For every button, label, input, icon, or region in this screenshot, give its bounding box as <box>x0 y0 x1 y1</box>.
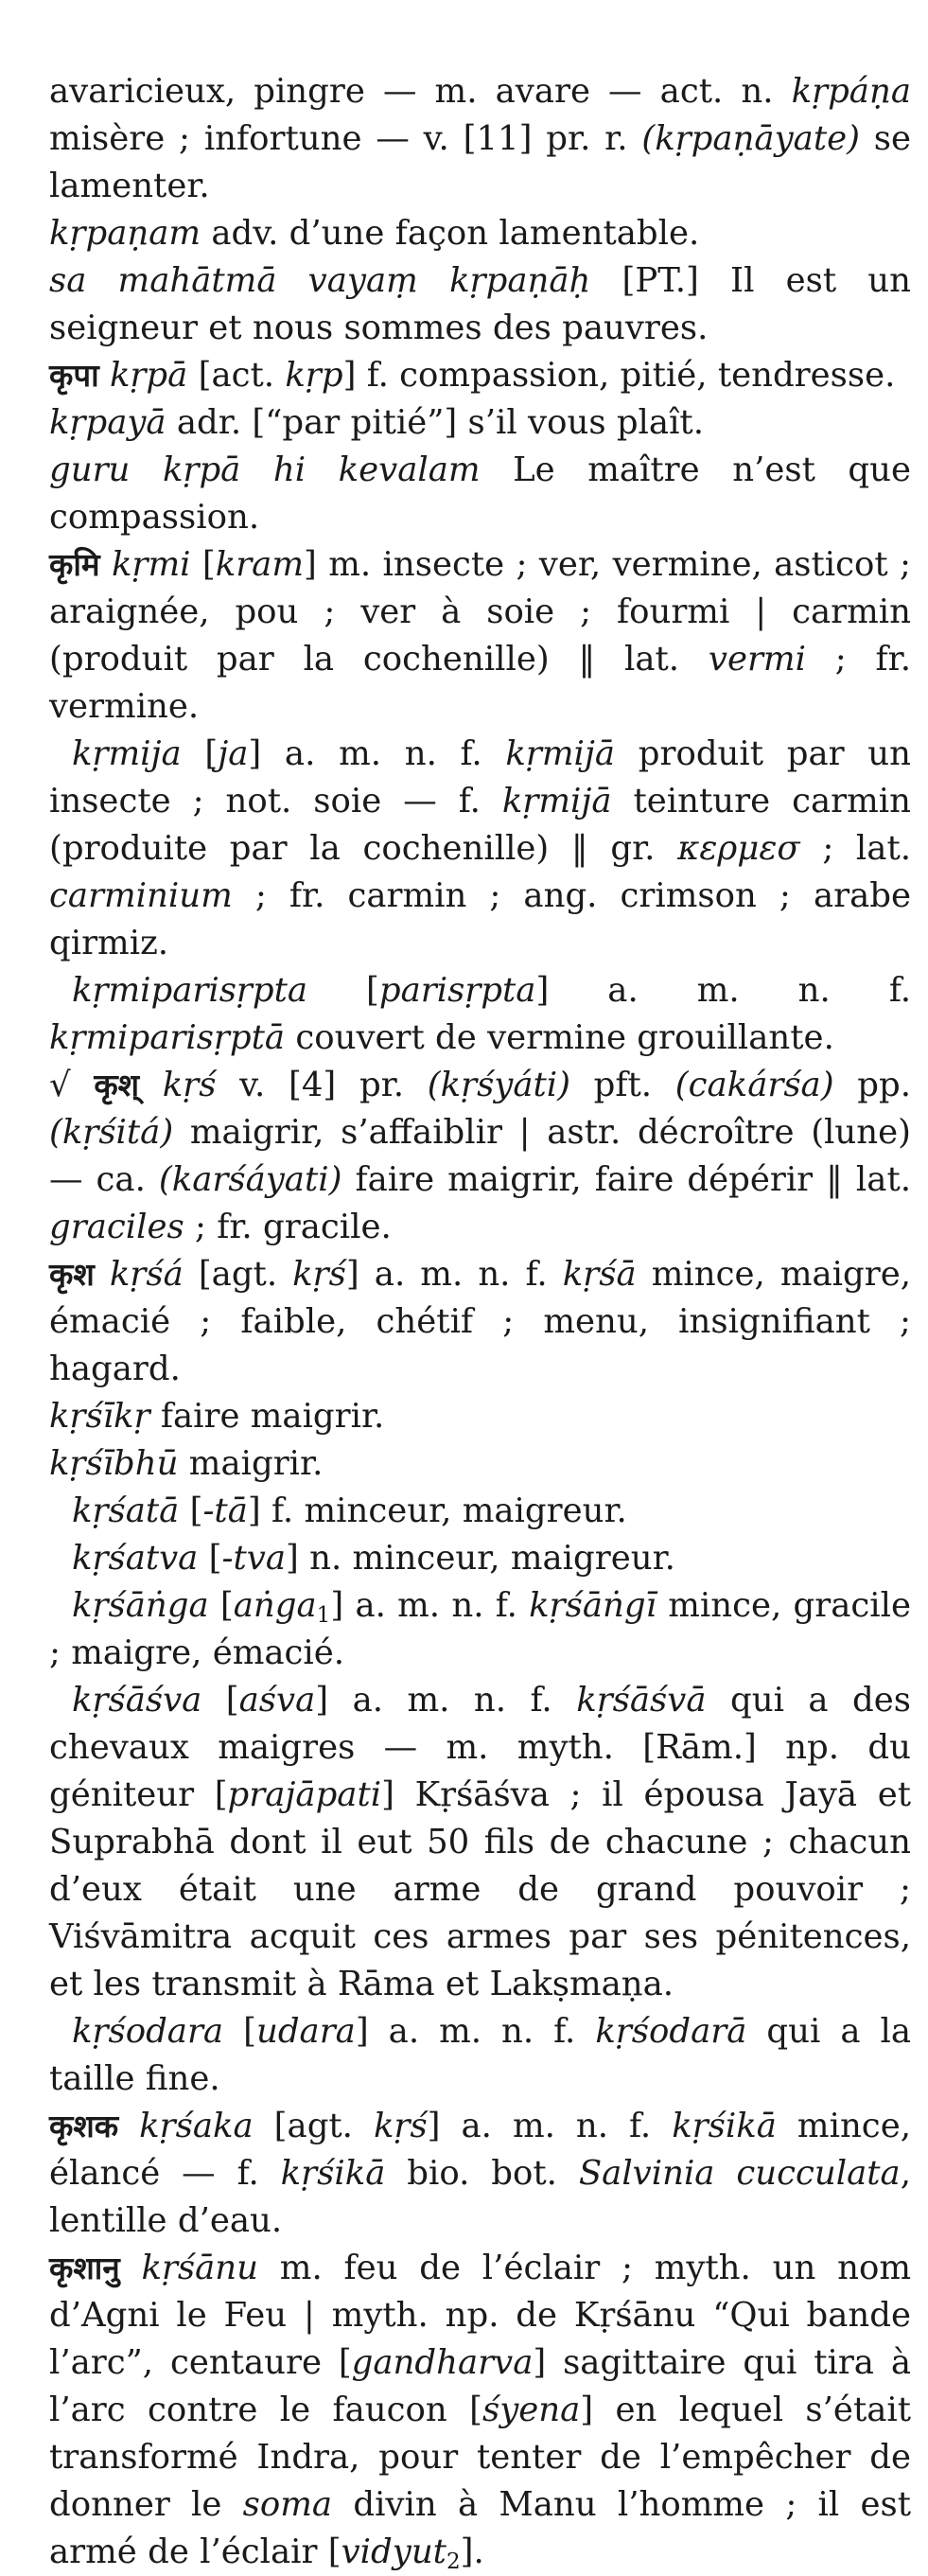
entry-text: ] m. insecte ; ver, vermine, asticot ; araignée, pou ; ver à soie ; fourmi | carmin (produit par la cochenille) ‖ lat. <box>49 545 911 679</box>
italic-term: (cakárśa) <box>674 1066 834 1104</box>
entry-text <box>120 2249 142 2287</box>
entry-text: qui a la taille fine. <box>49 2012 911 2098</box>
entry-text: faire maigrir. <box>149 1397 385 1436</box>
entry-text <box>95 1255 110 1294</box>
dictionary-entry <box>49 352 911 399</box>
italic-term: kṛśikā <box>280 2154 386 2193</box>
dictionary-entry <box>49 1677 911 2008</box>
entry-text: mince, gracile ; maigre, émacié. <box>49 1586 911 1672</box>
italic-term: kṛśaka <box>139 2107 254 2145</box>
dictionary-entry <box>49 257 911 352</box>
italic-term: kṛśāṅga <box>72 1586 209 1625</box>
devanagari-headword: कृशक <box>49 2108 119 2144</box>
dictionary-entry <box>49 399 911 447</box>
entry-text: √ <box>49 1066 71 1104</box>
entry-text: ] en lequel s’était transformé Indra, pour tenter de l’empêcher de donner le <box>49 2391 911 2524</box>
italic-term: kṛśāśva <box>72 1681 202 1720</box>
italic-term: kṛśodara <box>72 2012 224 2051</box>
entry-text <box>100 545 112 584</box>
italic-term: carminium <box>49 876 233 915</box>
entry-text: divin à Manu l’homme ; il est armé de l’éclair [ <box>49 2485 911 2571</box>
entry-text: ] Kṛśāśva ; il épousa Jayā et Suprabhā dont il eut 50 fils de chacune ; chacun d’eux était une arme de grand pouvoir ; Viśvāmitra acquit ces armes par ses pénitences, et les transmit à Rāma et Lakṣmaṇa. <box>49 1775 911 2003</box>
devanagari-headword: कृश् <box>94 1067 140 1103</box>
entry-text: ; fr. vermine. <box>49 640 911 726</box>
entry-text: mince, élancé — f. <box>49 2107 911 2193</box>
italic-term: kṛśāṅgī <box>529 1586 657 1625</box>
devanagari-headword: कृपा <box>49 357 99 394</box>
dictionary-entry <box>49 1251 911 1393</box>
italic-term: aśva <box>238 1681 316 1720</box>
dictionary-entry <box>49 210 911 257</box>
dictionary-entry <box>49 1393 911 1440</box>
entry-text: pft. <box>569 1066 675 1104</box>
entry-text: ] a. m. n. f. <box>427 2107 673 2145</box>
dictionary-entry <box>49 2245 911 2576</box>
entry-text <box>71 1066 95 1104</box>
entry-text: , lentille d’eau. <box>49 2154 911 2240</box>
dictionary-entry <box>49 731 911 967</box>
italic-term: (kṛśitá) <box>49 1113 174 1152</box>
italic-term: kṛśībhū <box>49 1444 179 1483</box>
entry-text: couvert de vermine grouillante. <box>285 1018 834 1057</box>
entry-text: se lamenter. <box>49 119 911 205</box>
entry-text: ; lat. <box>799 829 912 868</box>
italic-term: kṛmiparisṛpta <box>72 971 308 1010</box>
entry-text: teinture carmin (produite par la cochenille) ‖ gr. <box>49 782 911 868</box>
entry-text: m. feu de l’éclair ; myth. un nom d’Agni le Feu | myth. np. de Kṛśānu “Qui bande l’arc”, centaure [ <box>49 2249 911 2382</box>
italic-term: (kṛpaṇāyate) <box>641 119 860 158</box>
italic-term: κερμεσ <box>677 829 800 868</box>
entry-text: [ <box>198 1539 222 1578</box>
italic-term: kṛśāśvā <box>576 1681 707 1720</box>
dictionary-entry <box>49 68 911 210</box>
entry-text: [ <box>181 734 219 773</box>
italic-term: kṛmija <box>72 734 182 773</box>
italic-term: kṛśá <box>109 1255 184 1294</box>
dictionary-entry <box>49 1535 911 1582</box>
entry-text: ; fr. carmin ; ang. crimson ; arabe qirmiz. <box>49 876 911 962</box>
dictionary-entry <box>49 2103 911 2245</box>
italic-term: kṛśīkṛ <box>49 1397 150 1436</box>
entry-text: ] a. m. n. f. <box>330 1586 530 1625</box>
italic-term: śyena <box>482 2391 581 2429</box>
entry-text: [agt. <box>253 2107 374 2145</box>
entry-text: mince, maigre, émacié ; faible, chétif ; menu, insignifiant ; hagard. <box>49 1255 911 1388</box>
italic-term: (karśáyati) <box>158 1160 342 1199</box>
italic-term: kṛmiparisṛptā <box>49 1018 286 1057</box>
italic-term: kṛpaṇam <box>49 214 201 253</box>
italic-term: Salvinia cucculata <box>578 2154 901 2193</box>
entry-text: faire maigrir, faire dépérir ‖ lat. <box>341 1160 911 1199</box>
entry-text: [ <box>307 971 379 1010</box>
italic-term: sa mahātmā vayaṃ kṛpaṇāḥ <box>49 261 591 300</box>
italic-term: kṛmi <box>111 545 191 584</box>
italic-term: kṛś <box>292 1255 346 1294</box>
italic-term: kṛmijā <box>501 782 612 820</box>
italic-term: kṛśatva <box>72 1539 199 1578</box>
entry-text: qui a des chevaux maigres — m. myth. [Rām.] np. du géniteur [ <box>49 1681 911 1814</box>
italic-term: gandharva <box>351 2343 534 2382</box>
entry-text: ] f. minceur, maigreur. <box>247 1491 627 1530</box>
dictionary-entry <box>49 447 911 541</box>
italic-term: soma <box>242 2485 333 2524</box>
italic-term: vidyut <box>341 2532 446 2571</box>
italic-term: -tva <box>221 1539 286 1578</box>
subscript-index: 1 <box>316 1602 331 1628</box>
entry-text: [ <box>190 545 216 584</box>
italic-term: kṛp <box>285 356 343 395</box>
devanagari-headword: कृशानु <box>49 2250 120 2286</box>
italic-term: udara <box>255 2012 356 2051</box>
italic-term: ja <box>218 734 249 773</box>
italic-term: -tā <box>202 1491 248 1530</box>
dictionary-entry <box>49 541 911 731</box>
italic-term: kṛmijā <box>505 734 616 773</box>
entry-text: [act. <box>187 356 286 395</box>
italic-term: kṛś <box>373 2107 428 2145</box>
entry-text: ] a. m. n. f. <box>248 734 506 773</box>
entry-text <box>118 2107 139 2145</box>
entry-text: ] a. m. n. f. <box>535 971 911 1010</box>
entry-text: produit par un insecte ; not. soie — f. <box>49 734 911 820</box>
italic-term: parisṛpta <box>378 971 536 1010</box>
dictionary-entry <box>49 1582 911 1677</box>
italic-term: kram <box>215 545 305 584</box>
entry-text: [ <box>179 1491 203 1530</box>
entry-text: adv. d’une façon lamentable. <box>201 214 700 253</box>
italic-term: kṛś <box>162 1066 217 1104</box>
dictionary-entry <box>49 1062 911 1251</box>
entry-text: ] sagittaire qui tira à l’arc contre le faucon [ <box>49 2343 911 2429</box>
entry-text: Le maître n’est que compassion. <box>49 450 911 537</box>
entry-text <box>99 356 110 395</box>
italic-term: kṛśānu <box>141 2249 259 2287</box>
entry-text: ] a. m. n. f. <box>355 2012 596 2051</box>
italic-term: guru kṛpā hi kevalam <box>49 450 481 489</box>
entry-text: maigrir, s’affaiblir | astr. décroître (lune) — ca. <box>49 1113 911 1199</box>
entry-text: maigrir. <box>178 1444 324 1483</box>
italic-term: kṛśikā <box>672 2107 777 2145</box>
entry-text: [ <box>208 1586 234 1625</box>
entry-text: ] f. compassion, pitié, tendresse. <box>342 356 896 395</box>
dictionary-entry <box>49 1488 911 1535</box>
italic-term: kṛśā <box>562 1255 637 1294</box>
italic-term: kṛśodarā <box>595 2012 747 2051</box>
devanagari-headword: कृश <box>49 1256 95 1293</box>
entry-text: pp. <box>833 1066 911 1104</box>
italic-term: aṅga <box>233 1586 317 1625</box>
entry-text: [ <box>223 2012 256 2051</box>
entry-text: ] n. minceur, maigreur. <box>285 1539 675 1578</box>
entry-text: v. [4] pr. <box>216 1066 428 1104</box>
dictionary-entry <box>49 1440 911 1488</box>
entry-text: [ <box>201 1681 239 1720</box>
italic-term: kṛpáṇa <box>791 72 911 111</box>
italic-term: kṛśatā <box>72 1491 180 1530</box>
dictionary-entry <box>49 967 911 1062</box>
entry-text: avaricieux, pingre — m. avare — act. n. <box>49 72 792 111</box>
italic-term: graciles <box>49 1208 184 1246</box>
italic-term: vermi <box>708 640 806 679</box>
italic-term: kṛpā <box>109 356 188 395</box>
entry-text <box>139 1066 163 1104</box>
entry-text: bio. bot. <box>385 2154 579 2193</box>
entry-text: ]. <box>460 2532 484 2571</box>
entry-text: adr. [“par pitié”] s’il vous plaît. <box>166 403 704 442</box>
entry-text: ] a. m. n. f. <box>315 1681 577 1720</box>
entry-text: [PT.] Il est un seigneur et nous sommes des pauvres. <box>49 261 911 347</box>
devanagari-headword: कृमि <box>49 546 100 583</box>
italic-term: prajāpati <box>227 1775 382 1814</box>
entry-text: misère ; infortune — v. [11] pr. r. <box>49 119 642 158</box>
entry-text: [agt. <box>183 1255 293 1294</box>
italic-term: (kṛśyáti) <box>427 1066 570 1104</box>
entry-text: ] a. m. n. f. <box>345 1255 563 1294</box>
subscript-index: 2 <box>446 2549 461 2574</box>
entry-text: ; fr. gracile. <box>184 1208 392 1246</box>
dictionary-entry <box>49 2008 911 2103</box>
italic-term: kṛpayā <box>49 403 166 442</box>
